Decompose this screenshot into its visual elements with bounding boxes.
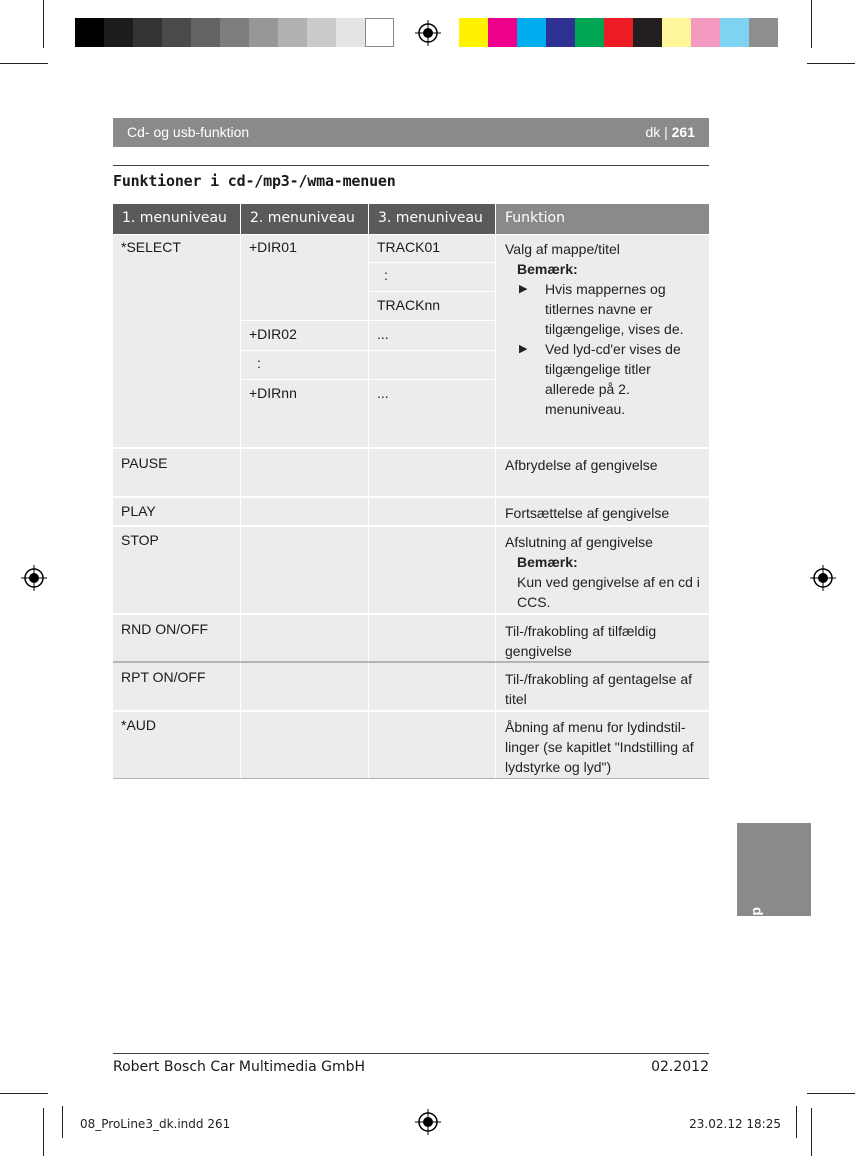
gray-swatch xyxy=(249,18,278,47)
note-heading: Bemærk: xyxy=(517,554,578,570)
gray-swatch xyxy=(365,18,394,47)
column-divider xyxy=(368,235,369,779)
language-code: dk | xyxy=(645,124,672,140)
slug-filename: 08_ProLine3_dk.indd 261 xyxy=(80,1117,231,1131)
page-title: Funktioner i cd-/mp3-/wma-menuen xyxy=(113,172,396,190)
column-header xyxy=(241,204,368,234)
table-cell: STOP xyxy=(121,532,159,548)
crop-mark xyxy=(43,1108,44,1156)
page-number-value: 261 xyxy=(671,124,695,140)
function-cell xyxy=(496,503,701,523)
color-swatch xyxy=(691,18,720,47)
color-swatch xyxy=(749,18,778,47)
gray-swatch xyxy=(133,18,162,47)
note-bullet xyxy=(505,339,701,419)
row-divider xyxy=(113,447,709,449)
function-text: Fortsættelse af gengivelse xyxy=(505,505,670,521)
gray-swatch xyxy=(104,18,133,47)
side-tab-label: dk xyxy=(750,907,766,924)
registration-mark-icon xyxy=(810,565,836,591)
table-cell: : xyxy=(384,267,388,283)
function-cell xyxy=(496,239,701,419)
bullet-text: Hvis mappernes og titlernes navne er tilgængelige, vises de. xyxy=(545,281,684,337)
triangle-bullet-icon: ▶ xyxy=(519,343,528,355)
color-swatch xyxy=(488,18,517,47)
color-swatch xyxy=(662,18,691,47)
crop-mark xyxy=(807,1093,855,1094)
column-header xyxy=(369,204,495,234)
function-cell xyxy=(496,532,701,612)
running-header xyxy=(113,118,709,147)
function-cell xyxy=(496,621,701,661)
row-divider xyxy=(113,710,709,712)
registration-mark-icon xyxy=(415,20,441,46)
note-heading: Bemærk: xyxy=(517,261,578,277)
table-cell: : xyxy=(257,355,261,371)
column-header-label: 1. menuniveau xyxy=(122,210,227,226)
title-rule xyxy=(113,165,709,166)
column-header xyxy=(496,204,709,234)
function-text: Valg af mappe/titel xyxy=(505,241,620,257)
triangle-bullet-icon: ▶ xyxy=(519,283,528,295)
color-swatch xyxy=(575,18,604,47)
column-header-label: 3. menuniveau xyxy=(378,210,483,226)
section-title: Cd- og usb-funktion xyxy=(127,124,250,140)
row-divider xyxy=(113,525,709,527)
function-cell xyxy=(496,455,701,475)
crop-mark xyxy=(811,0,812,48)
gray-swatch xyxy=(162,18,191,47)
color-swatch xyxy=(633,18,662,47)
color-swatch xyxy=(459,18,488,47)
color-swatch xyxy=(604,18,633,47)
gray-swatch xyxy=(191,18,220,47)
row-divider xyxy=(241,379,495,380)
table-cell: PLAY xyxy=(121,503,156,519)
gray-swatch xyxy=(75,18,104,47)
crop-mark xyxy=(43,0,44,48)
color-swatch xyxy=(720,18,749,47)
row-divider xyxy=(113,661,709,663)
table-cell: ... xyxy=(377,385,389,401)
column-header xyxy=(113,204,240,234)
function-text: Afslutning af gengivelse xyxy=(505,534,653,550)
table-cell: RPT ON/OFF xyxy=(121,669,206,685)
column-header-label: Funktion xyxy=(505,210,565,226)
footer-publisher: Robert Bosch Car Multimedia GmbH xyxy=(113,1059,366,1075)
gray-swatch xyxy=(307,18,336,47)
crop-mark xyxy=(807,63,855,64)
note-bullet xyxy=(505,279,701,339)
color-swatch xyxy=(517,18,546,47)
note-text: Kun ved gengivelse af en cd i CCS. xyxy=(517,574,700,610)
crop-mark xyxy=(0,63,48,64)
table-cell: TRACK01 xyxy=(377,239,441,255)
gray-swatch xyxy=(220,18,249,47)
page-number xyxy=(645,124,695,140)
function-text: Til-/frakobling af gentagelse af titel xyxy=(505,671,693,707)
gray-swatch xyxy=(278,18,307,47)
column-header-label: 2. menuniveau xyxy=(250,210,355,226)
footer-date: 02.2012 xyxy=(651,1059,709,1075)
function-cell xyxy=(496,669,701,709)
row-divider xyxy=(113,496,709,498)
row-divider xyxy=(369,291,495,292)
slug-timestamp: 23.02.12 18:25 xyxy=(689,1117,781,1131)
function-cell xyxy=(496,717,701,777)
table-cell: +DIRnn xyxy=(249,385,297,401)
row-divider xyxy=(241,350,495,351)
function-text: Åbning af menu for lydindstil-linger (se kapitlet "Indstilling af lydstyrke og lyd") xyxy=(505,719,694,775)
row-divider xyxy=(113,613,709,615)
function-text: Til-/frakobling af tilfældig gengivelse xyxy=(505,623,657,659)
color-swatch xyxy=(546,18,575,47)
gray-swatch xyxy=(336,18,365,47)
row-divider xyxy=(241,320,495,321)
table-cell: *SELECT xyxy=(121,239,181,255)
table-cell: *AUD xyxy=(121,717,157,733)
function-text: Afbrydelse af gengivelse xyxy=(505,457,658,473)
table-cell: +DIR01 xyxy=(249,239,297,255)
table-cell: +DIR02 xyxy=(249,326,297,342)
footer-rule xyxy=(113,1053,709,1054)
table-cell: PAUSE xyxy=(121,455,168,471)
language-side-tab xyxy=(737,823,811,924)
table-bottom-rule xyxy=(113,778,709,779)
column-divider xyxy=(240,235,241,779)
bullet-text: Ved lyd-cd'er vises de tilgængelige titler allerede på 2. menuniveau. xyxy=(545,341,681,417)
registration-mark-icon xyxy=(21,565,47,591)
row-divider xyxy=(369,262,495,263)
table-cell: RND ON/OFF xyxy=(121,621,209,637)
crop-mark xyxy=(811,1108,812,1156)
crop-mark xyxy=(0,1093,48,1094)
table-cell: TRACKnn xyxy=(377,297,441,313)
table-cell: ... xyxy=(377,326,389,342)
